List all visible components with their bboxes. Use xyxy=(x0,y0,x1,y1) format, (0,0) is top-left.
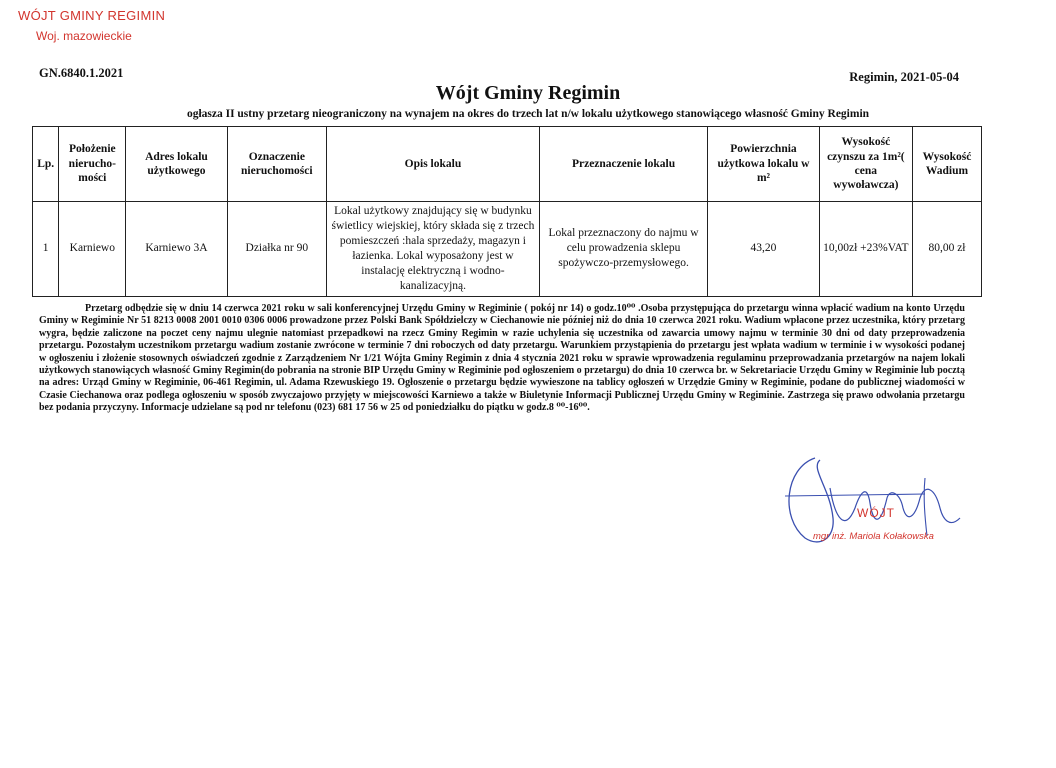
cell-rent: 10,00zł +23%VAT xyxy=(819,202,912,297)
page-title: Wójt Gminy Regimin xyxy=(435,82,621,104)
cell-purpose: Lokal przeznaczony do najmu w celu prowadzenia sklepu spożywczo-przemysłowego. xyxy=(539,202,707,297)
header-area: Powierzchnia użytkowa lokalu w m² xyxy=(708,127,820,202)
cell-area: 43,20 xyxy=(708,202,820,297)
stamp-line-2: Woj. mazowieckie xyxy=(36,29,132,43)
cell-designation: Działka nr 90 xyxy=(227,202,326,297)
header-rent: Wysokość czynszu za 1m²( cena wywoławcza) xyxy=(819,127,912,202)
header-address: Adres lokalu użytkowego xyxy=(126,127,227,202)
page-subtitle: ogłasza II ustny przetarg nieograniczony na wynajem na okres do trzech lat n/w lokalu użytkowego stanowiącego własność Gminy Regimin xyxy=(186,108,870,120)
cell-address: Karniewo 3A xyxy=(126,202,227,297)
signature-block xyxy=(775,448,975,558)
property-table xyxy=(32,126,982,297)
table-header-row xyxy=(33,127,982,202)
document-reference: GN.6840.1.2021 xyxy=(39,66,124,80)
document-date: Regimin, 2021-05-04 xyxy=(849,70,959,84)
cell-location: Karniewo xyxy=(59,202,126,297)
cell-deposit: 80,00 zł xyxy=(912,202,981,297)
header-designation: Oznaczenie nieruchomości xyxy=(227,127,326,202)
cell-description: Lokal użytkowy znajdujący się w budynku świetlicy wiejskiej, który składa się z trzech pomieszczeń :hala sprzedaży, magazyn i łazienka. Lokal wyposażony jest w instalację elektryczną i wodno-kanalizacyjną. xyxy=(327,202,540,297)
stamp-header xyxy=(18,8,165,43)
stamp-line-1: WÓJT GMINY REGIMIN xyxy=(18,8,166,23)
signature-role: WÓJT xyxy=(857,506,895,520)
header-location: Położenie nierucho-mości xyxy=(59,127,126,202)
header-lp: Lp. xyxy=(33,127,59,202)
header-deposit: Wysokość Wadium xyxy=(912,127,981,202)
table-row xyxy=(33,202,982,297)
cell-lp: 1 xyxy=(33,202,59,297)
signature-name: mgr inż. Mariola Kołakowska xyxy=(813,531,934,542)
header-description: Opis lokalu xyxy=(327,127,540,202)
header-purpose: Przeznaczenie lokalu xyxy=(539,127,707,202)
announcement-body: Przetarg odbędzie się w dniu 14 czerwca 2021 roku w sali konferencyjnej Urzędu Gminy w Regiminie ( pokój nr 14) o godz.10⁰⁰ .Osoba przystępująca do przetargu winna wpłacić wadium na konto Urzędu Gminy w Regiminie Nr 51 8213 0008 2001 0010 0306 0006 prowadzone przez Polski Bank Spółdzielczy w Ciechanowie nie później niż do dnia 10 czerwca 2021 roku. Wadium wpłacone przez uczestnika, który przetarg wygra, będzie zaliczone na poczet ceny najmu ulegnie natomiast przepadkowi na rzecz Gminy Regimin w razie uchylenia się uczestnika od zawarcia umowy najmu w terminie 30 dni od daty przeprowadzenia przetargu. Pozostałym uczestnikom przetargu wadium zostanie zwrócone w terminie 7 dni roboczych od daty przetargu. Warunkiem przystąpienia do przetargu jest wpłata wadium w terminie i w wysokości podanej w ogłoszeniu i złożenie stosownych oświadczeń zgodnie z Zarządzeniem Nr 1/21 Wójta Gminy Regimin z dnia 4 stycznia 2021 roku w sprawie wprowadzenia regulaminu przeprowadzania przetargów na najem lokali użytkowych stanowiących własność Gminy Regimin(do pobrania na stronie BIP Urzędu Gminy w Regiminie pod ogłoszeniem o przetargu) do dnia 10 czerwca br. w Sekretariacie Urzędu Gminy w Regiminie lub pocztą na adres: Urząd Gminy w Regiminie, 06-461 Regimin, ul. Adama Rzewuskiego 19. Ogłoszenie o przetargu będzie wywieszone na tablicy ogłoszeń w Urzędzie Gminy w Regiminie, podane do publicznej wiadomości w Czasie Ciechanowa oraz podlega ogłoszeniu w sposób zwyczajowo przyjęty w miejscowości Karniewo a także w Biuletynie Informacji Publicznej Urzędu Gminy w Regiminie. Zastrzega się prawo odwołania przetargu bez podania przyczyny. Informacje udzielane są pod nr telefonu (023) 681 17 56 w 25 od poniedziałku do piątku w godz.8 ⁰⁰-16⁰⁰. xyxy=(39,303,965,414)
